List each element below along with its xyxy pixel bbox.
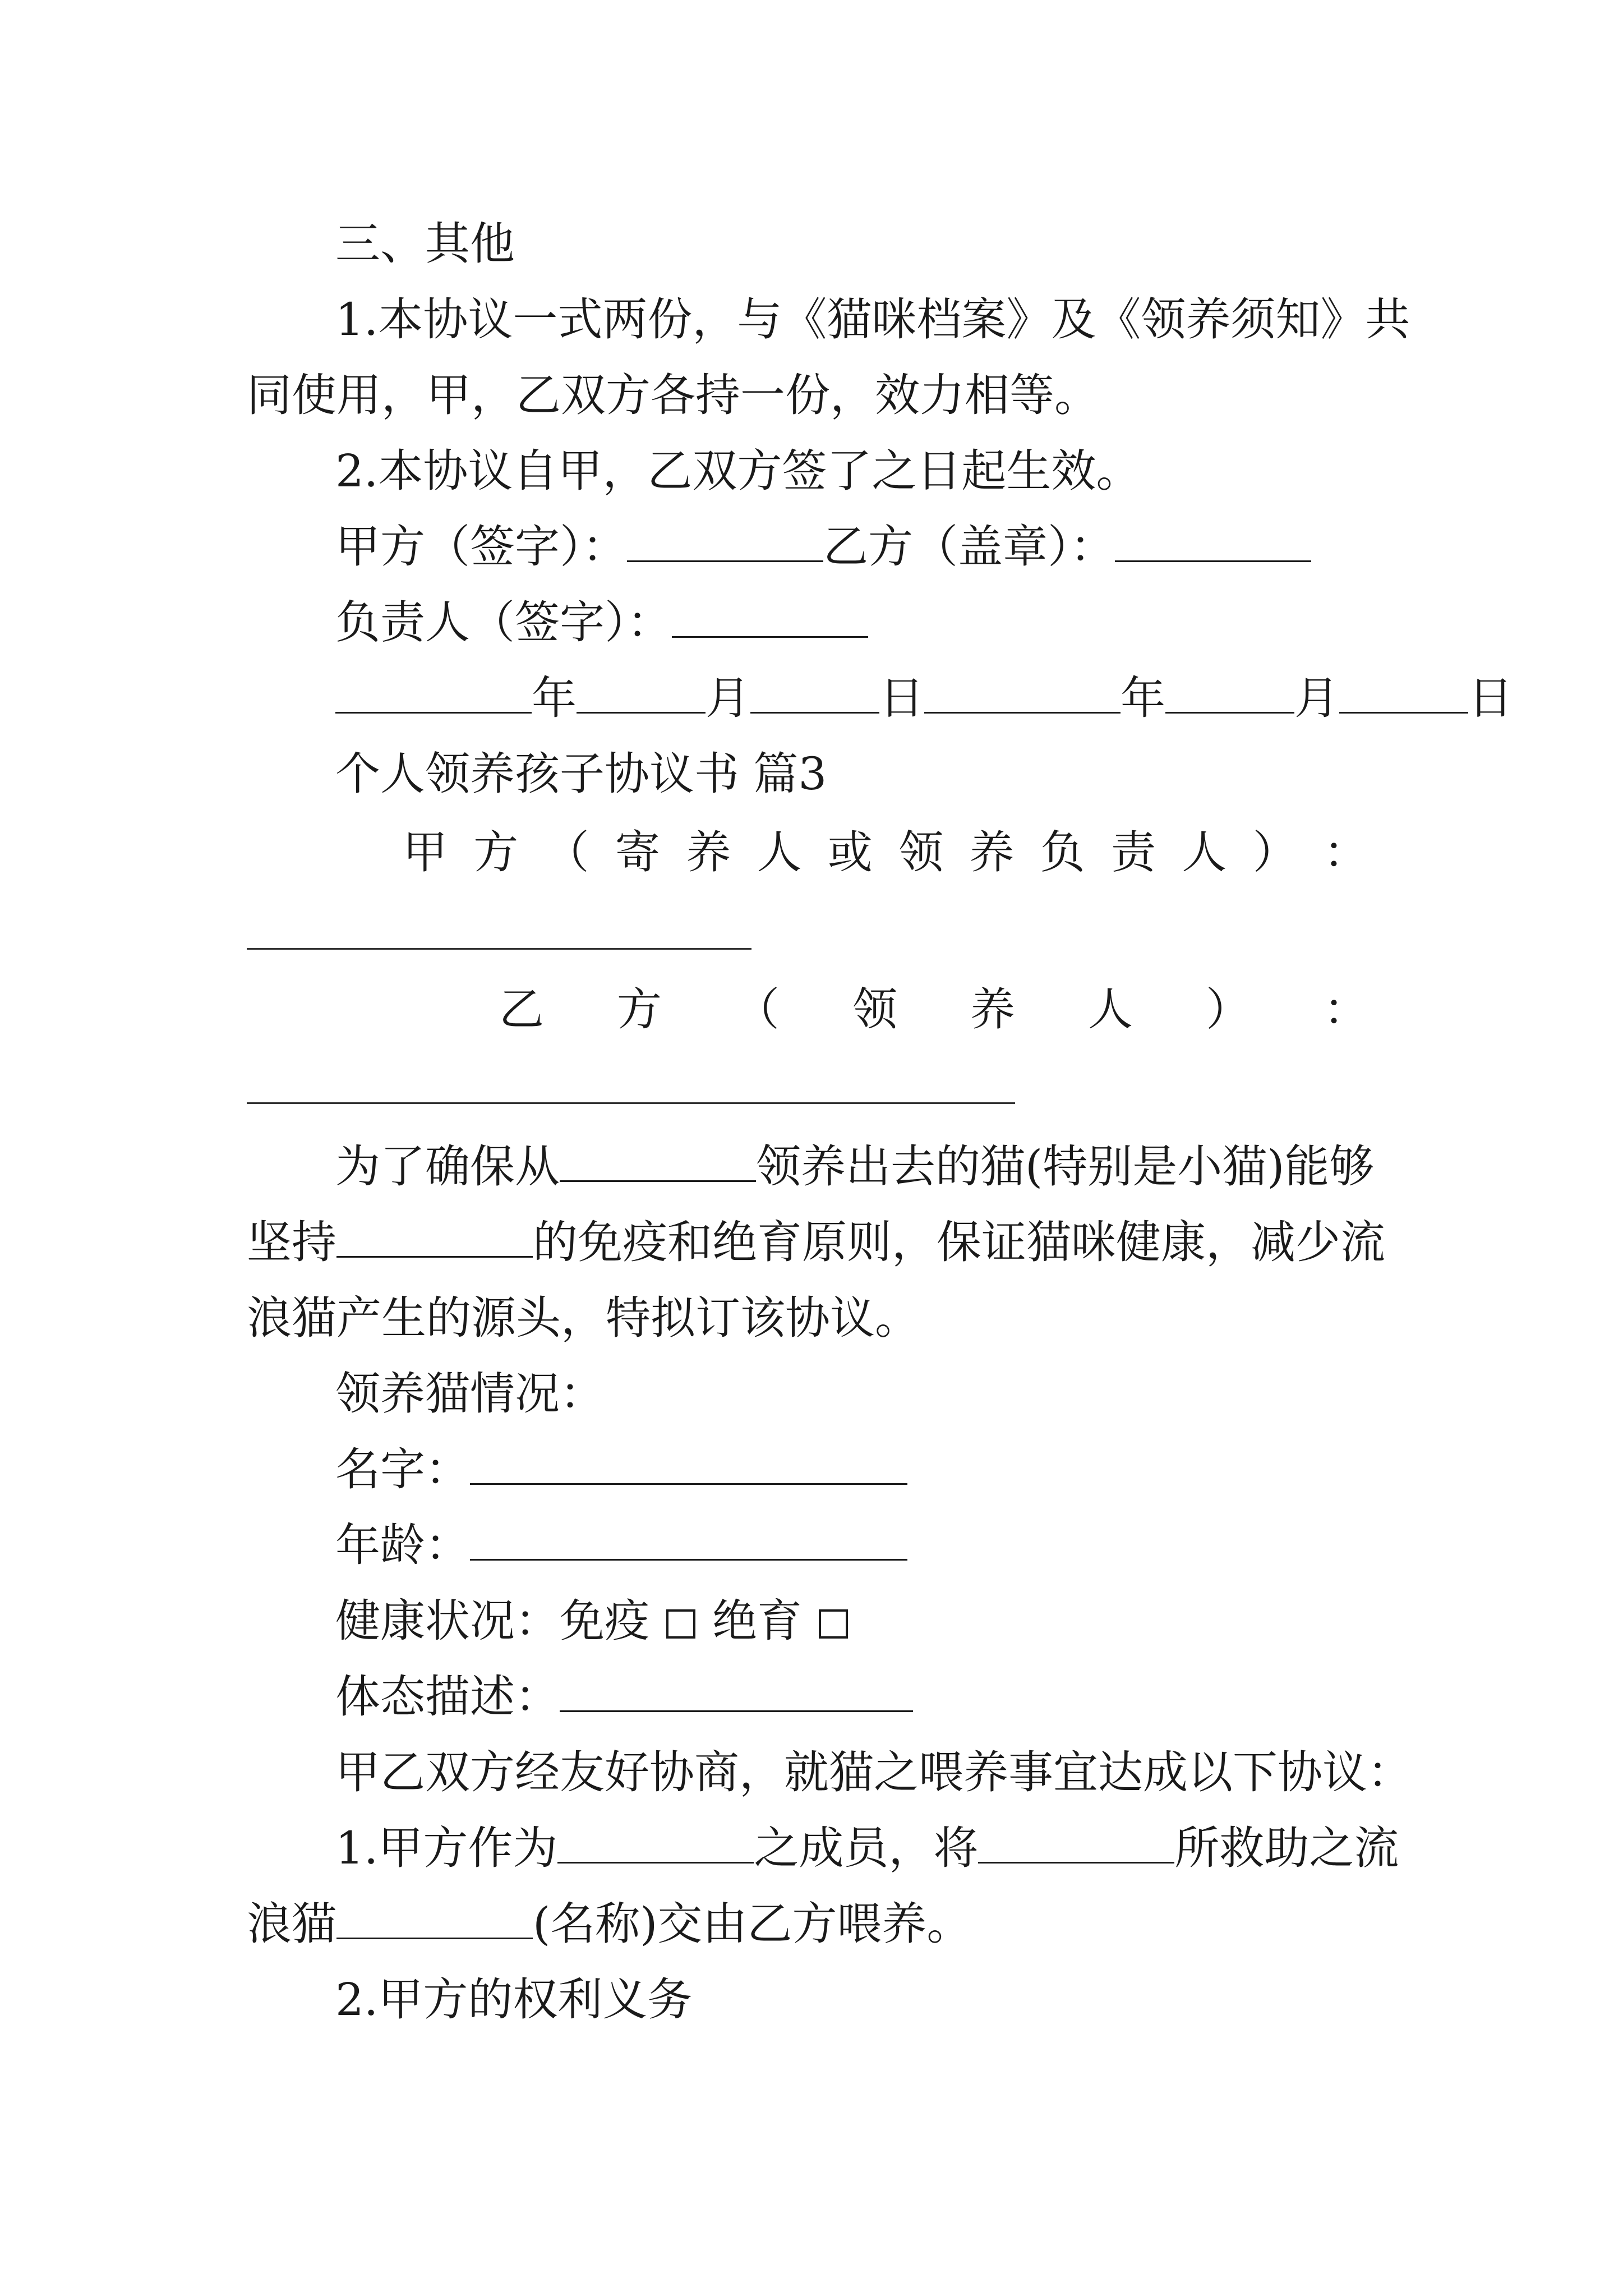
date-month-label-b: 月 — [1294, 672, 1339, 724]
agreement-intro: 甲乙双方经友好协商，就猫之喂养事宜达成以下协议： — [335, 1746, 1412, 1798]
cat-name-label: 名字： — [335, 1443, 470, 1496]
health-label: 健康状况：免疫 — [335, 1595, 649, 1647]
intro-line-3: 浪猫产生的源头，特拟订该协议。 — [247, 1292, 920, 1344]
party-a-char: ） — [1252, 826, 1298, 878]
item-1-text: (名称)交由乙方喂养。 — [533, 1898, 972, 1950]
intro-text: 为了确保从 — [335, 1140, 560, 1193]
date-year-blank-a[interactable] — [335, 671, 532, 714]
responsible-sign-blank[interactable] — [672, 596, 868, 638]
party-a-char: （ — [544, 826, 589, 878]
cat-health-row — [335, 1593, 865, 1649]
date-month-blank-b[interactable] — [1165, 671, 1294, 714]
date-year-label-a: 年 — [532, 672, 577, 724]
responsible-sign-label: 负责人（签字）： — [335, 596, 672, 648]
item-1-text: 所救助之流 — [1174, 1822, 1399, 1874]
clause-2: 2.本协议自甲，乙双方签了之日起生效。 — [335, 445, 1141, 497]
party-b-char: 方 — [617, 983, 662, 1036]
item-1-line-2 — [247, 1896, 971, 1952]
party-b-char: ： — [1324, 983, 1368, 1036]
date-month-blank-a[interactable] — [577, 671, 706, 714]
intro-line-1 — [335, 1139, 1374, 1195]
party-a-char: 方 — [473, 826, 519, 878]
neutered-label: 绝育 — [712, 1595, 802, 1647]
party-a-char: 养 — [969, 826, 1015, 878]
intro-principle-blank[interactable] — [336, 1216, 533, 1258]
body-desc-label: 体态描述： — [335, 1671, 560, 1723]
party-a-sign-label: 甲方（签字）： — [335, 521, 627, 573]
cat-name-row — [335, 1442, 907, 1498]
section-heading: 三、其他 — [335, 218, 515, 270]
party-a-char: 人 — [757, 826, 802, 878]
party-a-char: 负 — [1040, 826, 1085, 878]
party-b-char: 养 — [970, 983, 1015, 1036]
party-b-char: 领 — [852, 983, 897, 1036]
intro-text: 的免疫和绝育原则，保证猫咪健康，减少流 — [533, 1216, 1385, 1268]
intro-text: 领养出去的猫(特别是小猫)能够 — [756, 1140, 1375, 1193]
intro-line-2 — [247, 1214, 1385, 1271]
neutered-checkbox[interactable] — [819, 1609, 848, 1639]
cat-age-row — [335, 1517, 907, 1573]
party-b-char: ） — [1206, 983, 1251, 1036]
item-1-text: 浪猫 — [247, 1898, 336, 1950]
party-a-char: 寄 — [615, 826, 660, 878]
item-1-text: 1.甲方作为 — [335, 1822, 558, 1874]
item-1-text: 之成员，将 — [754, 1822, 979, 1874]
date-day-label-b: 日 — [1468, 672, 1513, 724]
item-2-heading: 2.甲方的权利义务 — [335, 1973, 693, 2026]
article-title: 个人领养孩子协议书 篇3 — [335, 748, 827, 800]
cat-name-blank[interactable] — [470, 1443, 907, 1485]
cat-info-heading: 领养猫情况： — [335, 1368, 605, 1420]
party-a-name-blank[interactable] — [247, 948, 751, 950]
party-b-char: 乙 — [499, 983, 544, 1036]
party-b-line — [499, 982, 1368, 1038]
item-1-org-blank[interactable] — [557, 1821, 754, 1864]
party-b-name-blank[interactable] — [247, 1102, 1015, 1104]
party-a-line — [403, 825, 1368, 881]
signature-line-parties — [335, 519, 1311, 575]
date-line — [335, 670, 1513, 726]
date-day-label-a: 日 — [879, 672, 924, 724]
party-a-char: ： — [1323, 826, 1368, 878]
cat-body-row — [335, 1669, 913, 1725]
party-a-char: 养 — [686, 826, 731, 878]
vaccinated-checkbox[interactable] — [666, 1609, 695, 1639]
item-1-line-1 — [335, 1820, 1399, 1876]
intro-text: 坚持 — [247, 1216, 336, 1268]
body-desc-blank[interactable] — [560, 1670, 913, 1712]
clause-1-line-2: 同使用，甲，乙双方各持一份，效力相等。 — [247, 369, 1099, 421]
party-a-sign-blank[interactable] — [627, 520, 823, 562]
item-1-cat-name-blank[interactable] — [336, 1897, 533, 1939]
party-a-char: 责 — [1110, 826, 1156, 878]
date-year-blank-b[interactable] — [924, 671, 1121, 714]
signature-line-responsible — [335, 595, 868, 651]
cat-age-label: 年龄： — [335, 1519, 470, 1571]
date-year-label-b: 年 — [1121, 672, 1165, 724]
item-1-rescuer-blank[interactable] — [978, 1821, 1174, 1864]
party-a-char: 领 — [898, 826, 944, 878]
party-b-seal-blank[interactable] — [1115, 520, 1311, 562]
date-month-label-a: 月 — [706, 672, 750, 724]
date-day-blank-a[interactable] — [750, 671, 879, 714]
intro-org-blank[interactable] — [560, 1140, 756, 1182]
party-a-char: 人 — [1182, 826, 1227, 878]
party-b-char: （ — [735, 983, 780, 1036]
cat-age-blank[interactable] — [470, 1519, 907, 1561]
party-b-char: 人 — [1088, 983, 1133, 1036]
party-a-char: 甲 — [403, 826, 448, 878]
party-b-seal-label: 乙方（盖章）： — [823, 521, 1115, 573]
clause-1-line-1: 1.本协议一式两份，与《猫咪档案》及《领养须知》共 — [335, 293, 1410, 346]
date-day-blank-b[interactable] — [1339, 671, 1468, 714]
party-a-char: 或 — [827, 826, 873, 878]
